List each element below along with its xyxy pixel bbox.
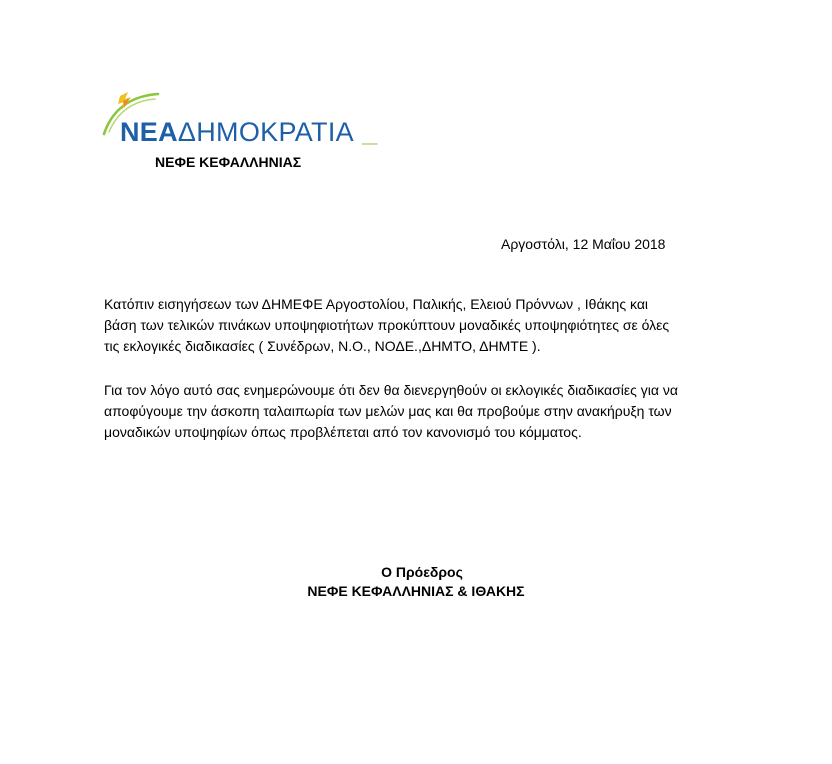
paragraph-2 <box>104 380 744 443</box>
signature-organization: ΝΕΦΕ ΚΕΦΑΛΛΗΝΙΑΣ & ΙΘΑΚΗΣ <box>307 583 525 599</box>
signature-block <box>0 563 832 601</box>
document-date: Αργοστόλι, 12 Μαΐου 2018 <box>501 236 666 252</box>
organization-name: ΝΕΦΕ ΚΕΦΑΛΛΗΝΙΑΣ <box>155 154 302 170</box>
paragraph-1-line: τις εκλογικές διαδικασίες ( Συνέδρων, Ν.Ο., ΝΟΔΕ.,ΔΗΜΤΟ, ΔΗΜΤΕ ). <box>104 338 541 354</box>
signature-title: Ο Πρόεδρος <box>381 564 463 580</box>
paragraph-2-line: μοναδικών υποψηφίων όπως προβλέπεται από τον κανονισμό του κόμματος. <box>104 424 582 440</box>
paragraph-1-line: Κατόπιν εισηγήσεων των ΔΗΜΕΦΕ Αργοστολίου, Παλικής, Ελειού Πρόννων , Ιθάκης και <box>104 296 649 312</box>
logo-text-nea: ΝΕΑ <box>120 117 178 147</box>
logo-underscore: _ <box>362 117 378 147</box>
paragraph-1 <box>104 294 744 357</box>
logo-wordmark <box>120 116 378 148</box>
party-logo <box>100 88 378 158</box>
logo-text-dimokratia: ΔΗΜΟΚΡΑΤΙΑ <box>177 117 353 147</box>
paragraph-2-line: Για τον λόγο αυτό σας ενημερώνουμε ότι δεν θα διενεργηθούν οι εκλογικές διαδικασίες για να <box>104 382 678 398</box>
paragraph-1-line: βάση των τελικών πινάκων υποψηφιοτήτων προκύπτουν μοναδικές υποψηφιότητες σε όλες <box>104 317 670 333</box>
paragraph-2-line: αποφύγουμε την άσκοπη ταλαιπωρία των μελών μας και θα προβούμε στην ανακήρυξη των <box>104 403 672 419</box>
